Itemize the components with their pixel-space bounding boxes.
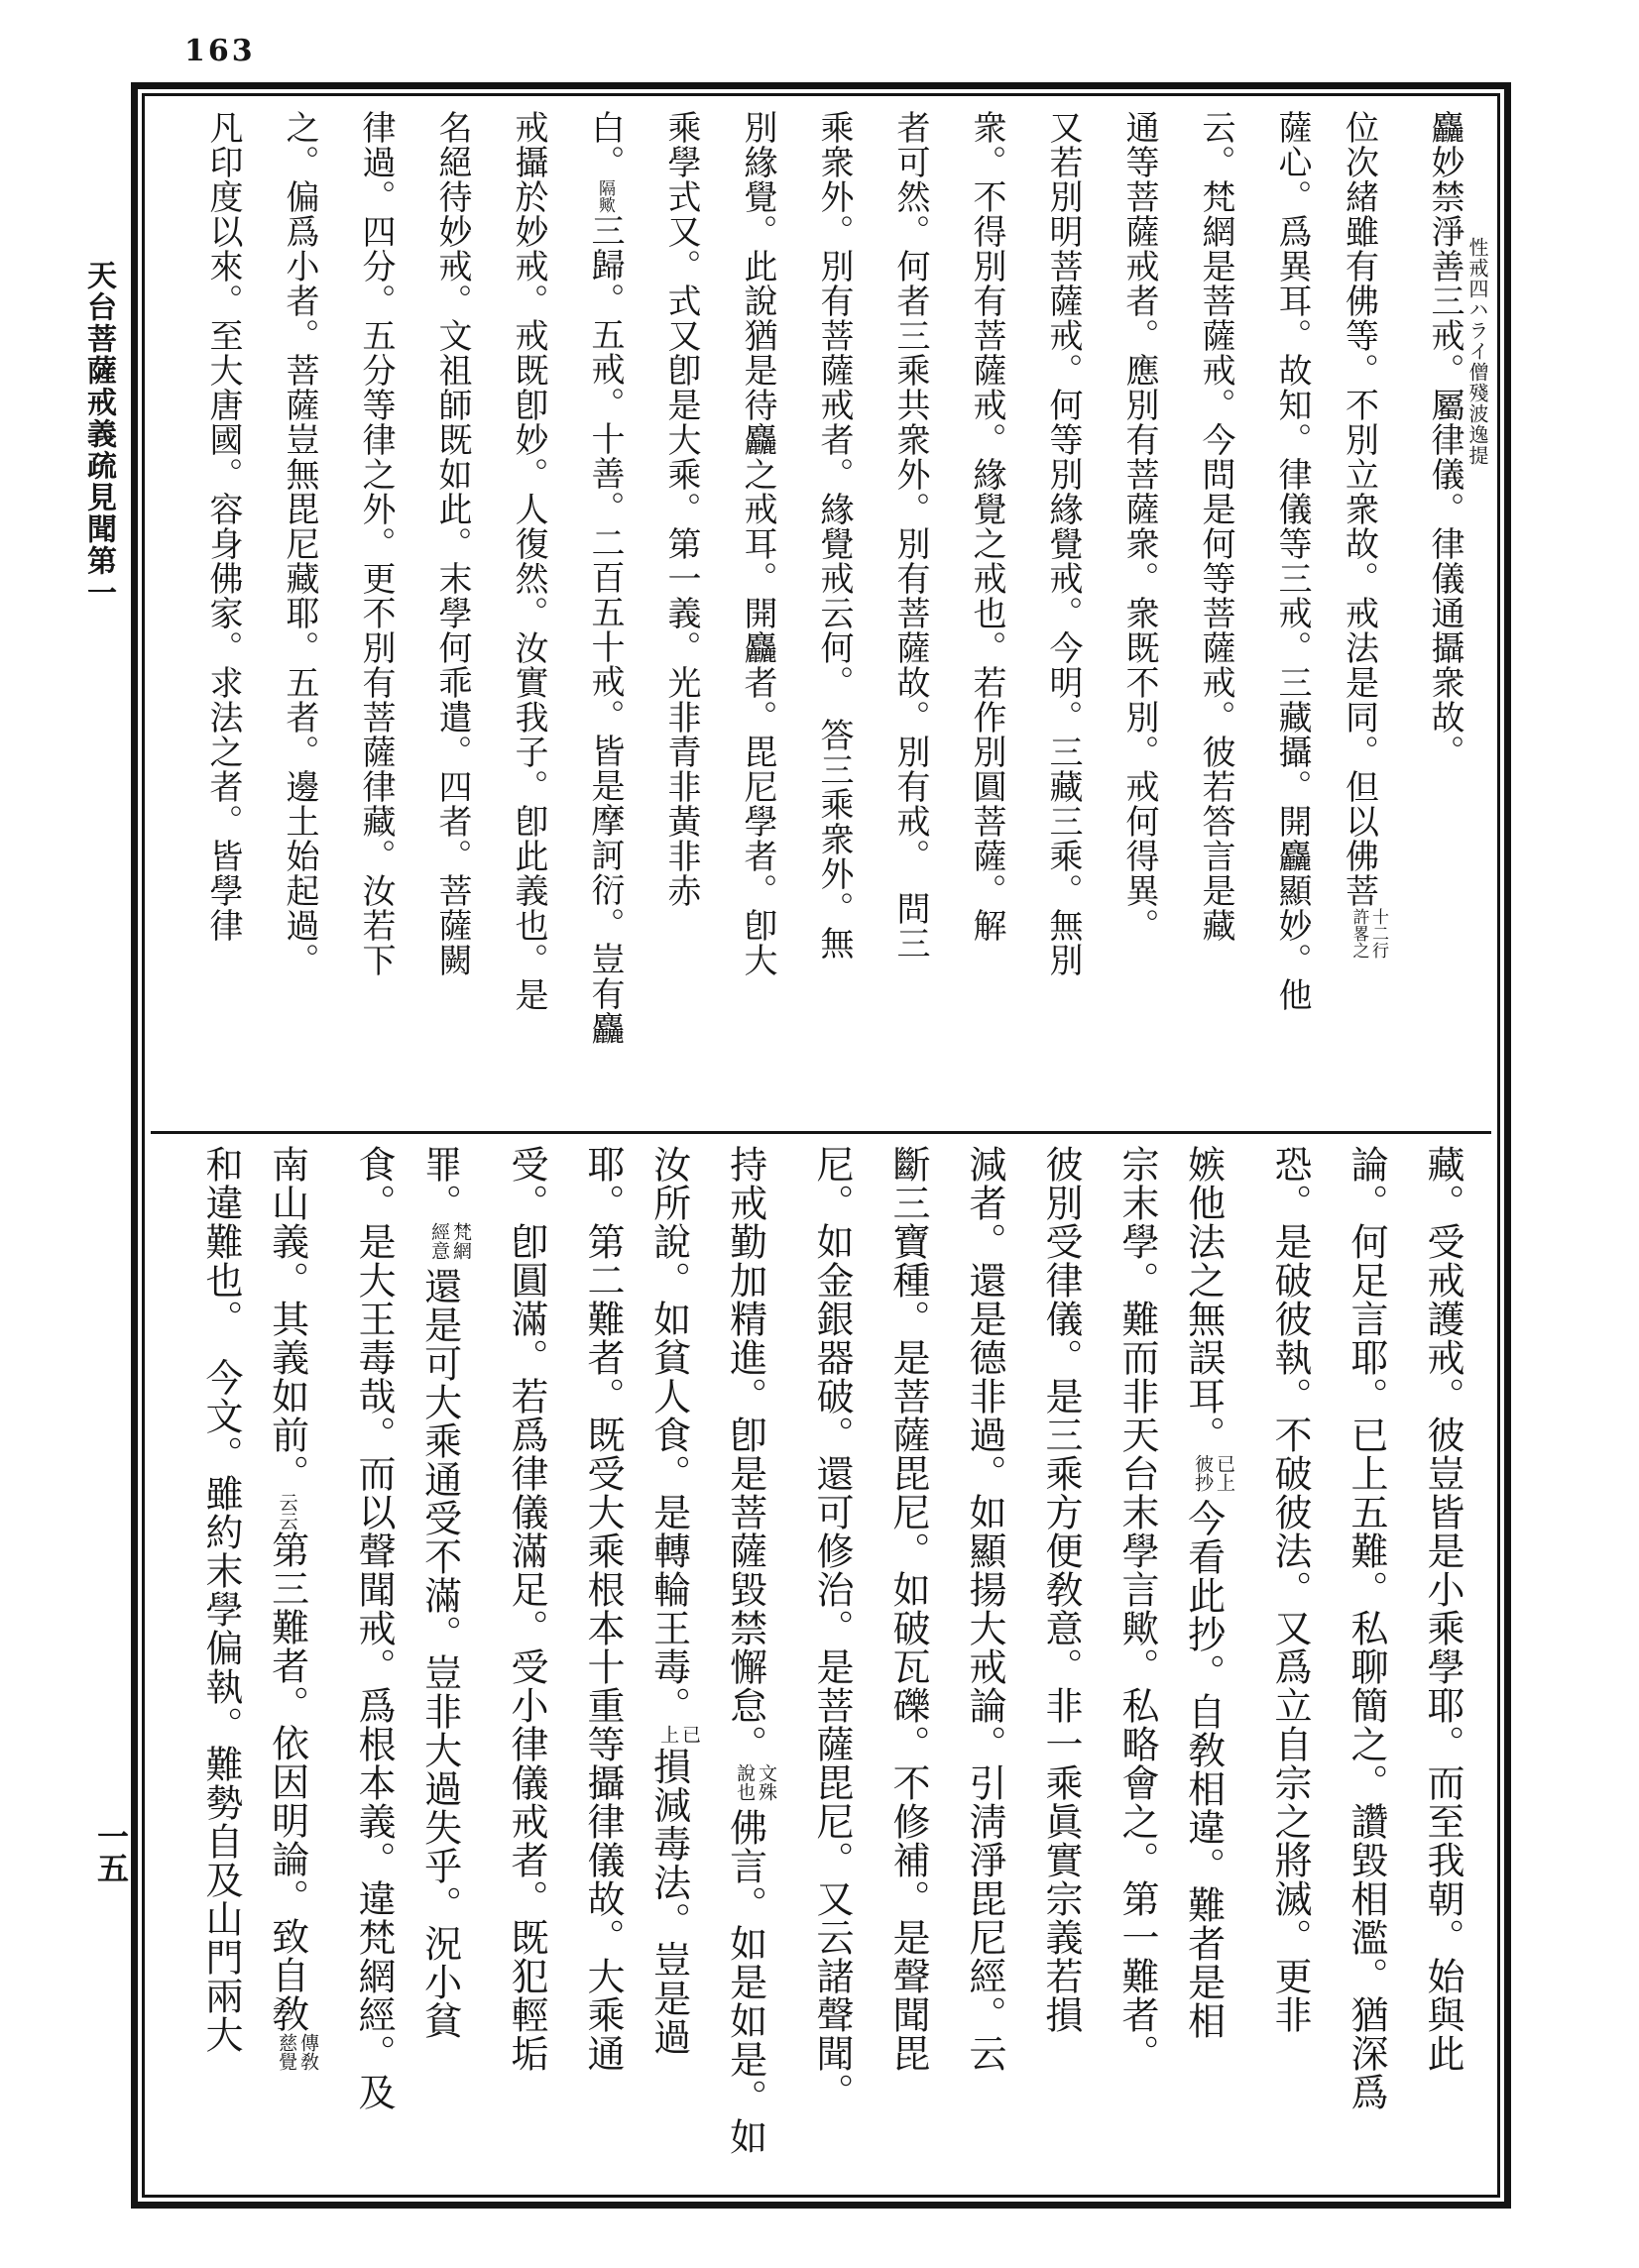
warichu-annotation: 十二行許畧之	[1348, 908, 1388, 959]
text-column: 食。是大王毒哉。而以聲聞戒。爲根本義。違梵網經。及	[352, 1145, 396, 2111]
text-column: 別緣覺。此說猶是待麤之戒耳。開麤者。毘尼學者。卽大	[738, 110, 777, 977]
text-frame-outer-border	[131, 82, 1511, 2209]
margin-title: 天台菩薩戒義疏見聞第一	[81, 260, 116, 609]
warichu-annotation: 傳敎慈覺	[276, 2033, 319, 2071]
warichu-annotation: 已上彼抄	[1192, 1454, 1235, 1492]
warichu-annotation: 文殊說也	[734, 1763, 777, 1801]
text-column: 南山義。其義如前。云云第三難者。依因明論。致自敎傳敎慈覺	[262, 1145, 338, 2198]
text-column: 凡印度以來。至大唐國。容身佛家。求法之者。皆學律	[203, 110, 243, 943]
text-column: 論。何足言耶。已上五難。私聊簡之。讚毀相濫。猶深爲	[1345, 1145, 1388, 2111]
text-column: 斷三寶種。是菩薩毘尼。如破瓦礫。不修補。是聲聞毘	[886, 1145, 930, 2073]
text-column: 宗末學。難而非天台末學言歟。私略會之。第一難者。	[1115, 1145, 1159, 2073]
lower-register	[159, 1145, 1483, 2198]
text-column: 戒攝於妙戒。戒既卽妙。人復然。汝實我子。卽此義也。是	[509, 110, 548, 1012]
text-column: 又若別明菩薩戒。何等別緣覺戒。今明。三藏三乘。無別	[1043, 110, 1083, 977]
text-column: 持戒勤加精進。卽是菩薩毀禁懈怠。文殊說也佛言。如是如是。如	[723, 1145, 777, 2156]
text-column: 云。梵網是菩薩戒。今問是何等菩薩戒。彼若答言是藏	[1196, 110, 1235, 943]
text-column: 薩心。爲異耳。故知。律儀等三戒。三藏攝。開麤顯妙。他	[1272, 110, 1312, 1012]
inline-gloss: 云云	[276, 1493, 298, 1531]
warichu-annotation: 已上	[657, 1725, 701, 1744]
text-column: 乘衆外。別有菩薩戒者。緣覺戒云何。 答三乘衆外。無	[814, 110, 854, 961]
text-column: 嫉他法之無誤耳。已上彼抄今看此抄。自敎相違。難者是相	[1181, 1145, 1235, 2040]
text-column: 衆。不得別有菩薩戒。緣覺之戒也。若作別圓菩薩。解	[967, 110, 1006, 943]
text-frame-inner-border	[142, 93, 1500, 2198]
folio-number: 163	[184, 34, 256, 68]
text-column: 受。卽圓滿。若爲律儀滿足。受小律儀戒者。既犯輕垢	[505, 1145, 548, 2073]
text-column: 藏。受戒護戒。彼豈皆是小乘學耶。而至我朝。始與此	[1421, 1145, 1464, 2073]
text-column: 罪。梵網經意還是可大乘通受不滿。豈非大過失乎。況小貧	[417, 1145, 472, 2040]
text-column: 和違難也。 今文。雖約末學偏執。難勢自及山門兩大	[199, 1145, 243, 2054]
margin-page-number: 一五	[92, 1820, 130, 1883]
text-column: 白。隔歟三歸。五戒。十善。二百五十戒。皆是摩訶衍。豈有麤	[585, 110, 625, 1046]
warichu-annotation: 梵網經意	[428, 1222, 472, 1260]
text-column: 尼。如金銀器破。還可修治。是菩薩毘尼。又云諸聲聞。	[810, 1145, 854, 2111]
inline-gloss: 隔歟	[595, 179, 615, 213]
text-column: 減者。還是德非過。如顯揚大戒論。引淸淨毘尼經。云	[963, 1145, 1006, 2073]
text-column: 位次緒雖有佛等。不別立衆故。戒法是同。但以佛菩十二行許畧之	[1331, 110, 1407, 1123]
upper-register	[159, 110, 1489, 1123]
text-column: 通等菩薩戒者。應別有菩薩衆。衆既不別。戒何得異。	[1119, 110, 1159, 943]
text-column: 麤妙禁淨善三戒。屬律儀。律儀通攝衆故。	[1425, 110, 1464, 769]
text-column: 乘學式又。式又卽是大乘。第一義。光非青非黃非赤	[661, 110, 701, 908]
text-column: 名絕待妙戒。文祖師既如此。末學何乖遣。四者。菩薩闕	[432, 110, 472, 977]
text-column: 之。偏爲小者。菩薩豈無毘尼藏耶。五者。邊土始起過。	[280, 110, 319, 977]
text-column: 律過。四分。五分等律之外。更不別有菩薩律藏。汝若下	[356, 110, 396, 977]
text-column: 彼別受律儀。是三乘方便敎意。非一乘眞實宗義若損	[1039, 1145, 1083, 2034]
text-column: 者可然。何者三乘共衆外。別有菩薩故。別有戒。 問三	[890, 110, 930, 961]
text-column: 汝所說。如貧人食。是轉輪王毒。已上損減毒法。豈是過	[646, 1145, 701, 2057]
precept-category-side-gloss: 性戒四ハライ僧殘波逸提	[1465, 237, 1489, 466]
text-column: 恐。是破彼執。不破彼法。又爲立自宗之將滅。更非	[1268, 1145, 1312, 2034]
text-column: 耶。第二難者。既受大乘根本十重等攝律儀故。大乘通	[581, 1145, 625, 2073]
register-divider-rule	[151, 1131, 1491, 1134]
